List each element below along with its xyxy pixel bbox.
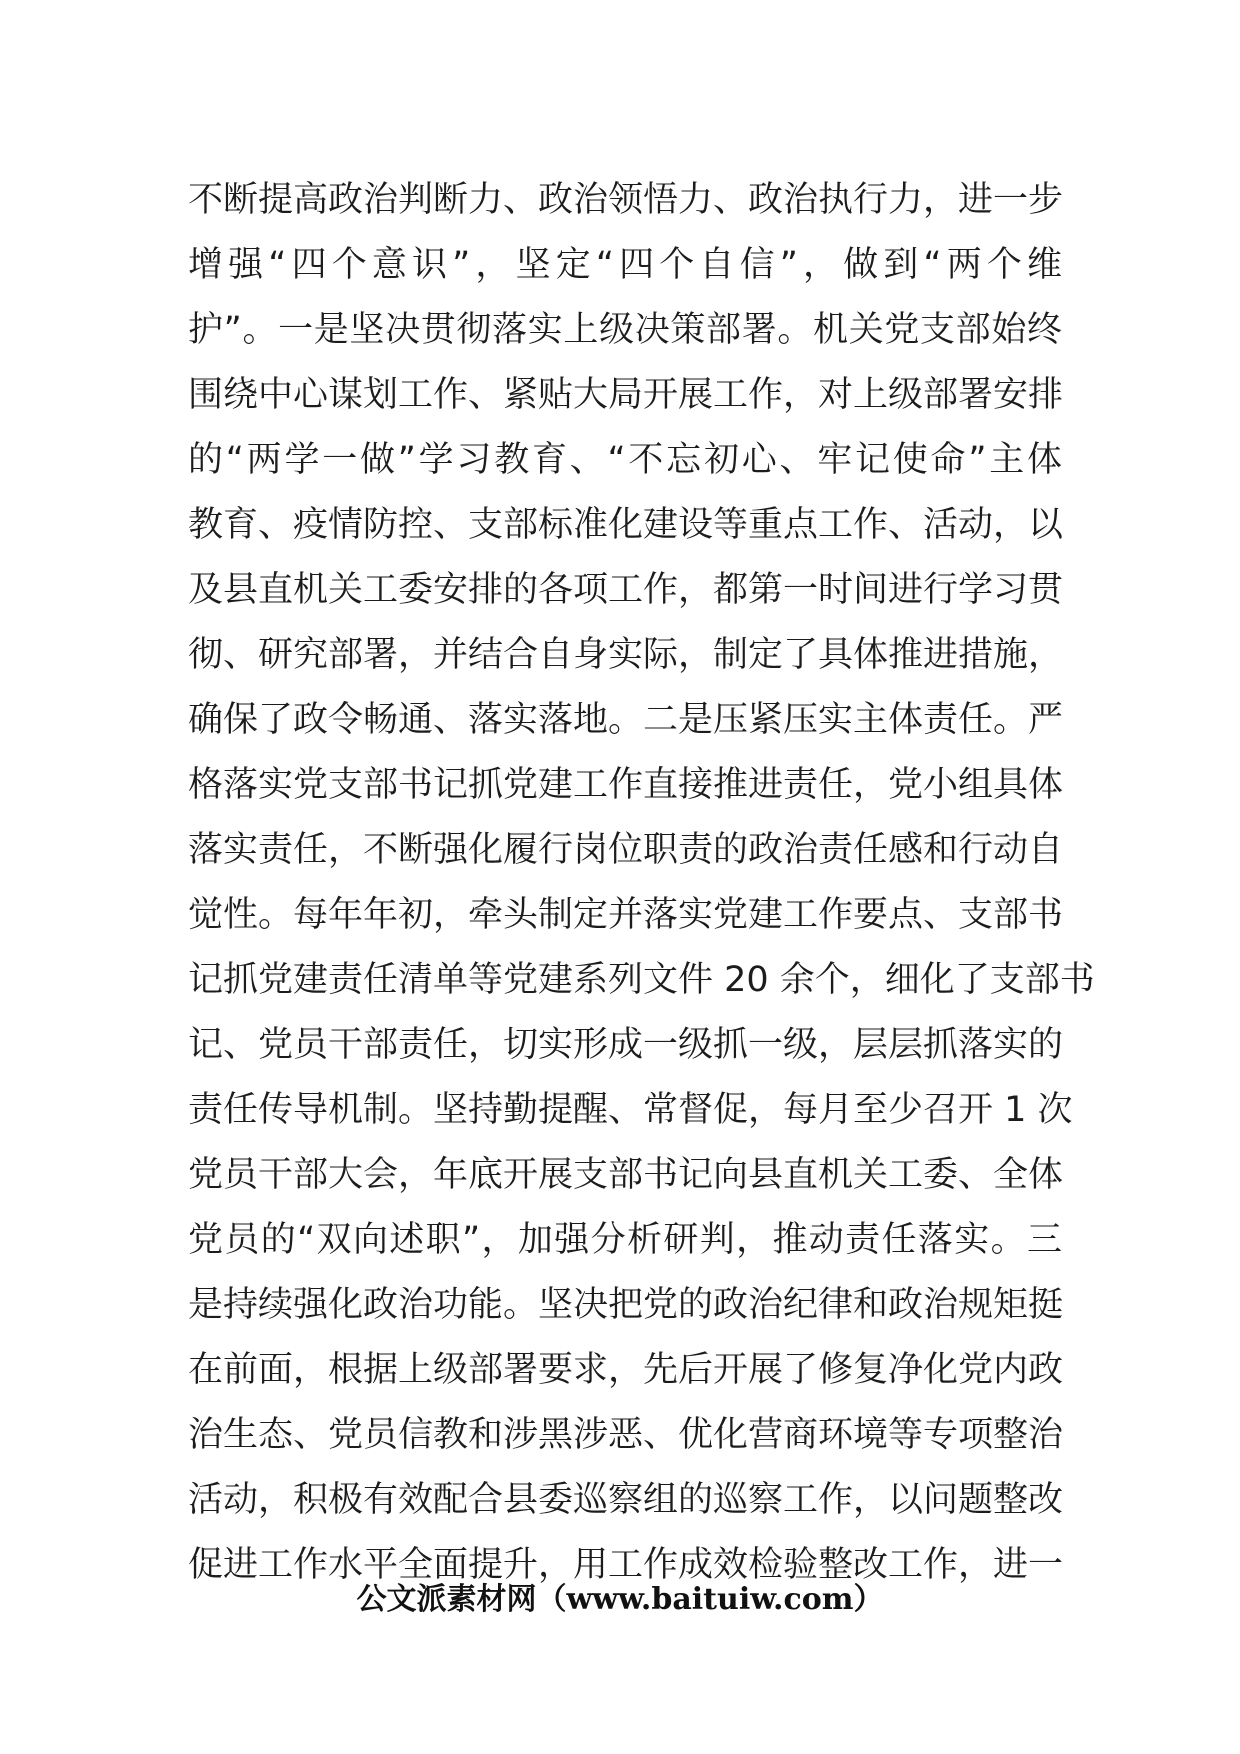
- text-line: 促进工作水平全面提升，用工作成效检验整改工作，进一: [188, 1545, 1064, 1585]
- text-line: 是持续强化政治功能。坚决把党的政治纪律和政治规矩挺: [188, 1285, 1064, 1325]
- text-line: 觉性。每年年初，牵头制定并落实党建工作要点、支部书: [188, 895, 1064, 935]
- text-line: 及县直机关工委安排的各项工作，都第一时间进行学习贯: [188, 570, 1064, 610]
- text-line: 记抓党建责任清单等党建系列文件 20 余个，细化了支部书: [188, 960, 1095, 1000]
- text-line: 围绕中心谋划工作、紧贴大局开展工作，对上级部署安排: [188, 375, 1064, 415]
- text-line: 治生态、党员信教和涉黑涉恶、优化营商环境等专项整治: [188, 1415, 1064, 1455]
- text-line: 的“两学一做”学习教育、“不忘初心、牢记使命”主体: [188, 440, 1062, 480]
- text-line: 彻、研究部署，并结合自身实际，制定了具体推进措施，: [188, 635, 1064, 675]
- text-line: 记、党员干部责任，切实形成一级抓一级，层层抓落实的: [188, 1025, 1064, 1065]
- text-line: 不断提高政治判断力、政治领悟力、政治执行力，进一步: [188, 180, 1064, 220]
- text-line: 在前面，根据上级部署要求，先后开展了修复净化党内政: [188, 1350, 1064, 1390]
- text-line: 护”。一是坚决贯彻落实上级决策部署。机关党支部始终: [188, 310, 1062, 350]
- text-line: 党员干部大会，年底开展支部书记向县直机关工委、全体: [188, 1155, 1064, 1195]
- text-line: 活动，积极有效配合县委巡察组的巡察工作，以问题整改: [188, 1480, 1064, 1520]
- text-line: 格落实党支部书记抓党建工作直接推进责任，党小组具体: [188, 765, 1064, 805]
- page-footer-watermark: 公文派素材网（www.baituiw.com）: [356, 1582, 884, 1617]
- text-line: 教育、疫情防控、支部标准化建设等重点工作、活动，以: [188, 505, 1064, 545]
- text-line: 党员的“双向述职”，加强分析研判，推动责任落实。三: [188, 1220, 1062, 1260]
- text-line: 确保了政令畅通、落实落地。二是压紧压实主体责任。严: [188, 700, 1064, 740]
- text-line: 落实责任，不断强化履行岗位职责的政治责任感和行动自: [188, 830, 1064, 870]
- text-line: 责任传导机制。坚持勤提醒、常督促，每月至少召开 1 次: [188, 1090, 1073, 1130]
- text-line: 增强“四个意识”，坚定“四个自信”，做到“两个维: [188, 245, 1062, 285]
- body-paragraph: [188, 168, 1095, 1598]
